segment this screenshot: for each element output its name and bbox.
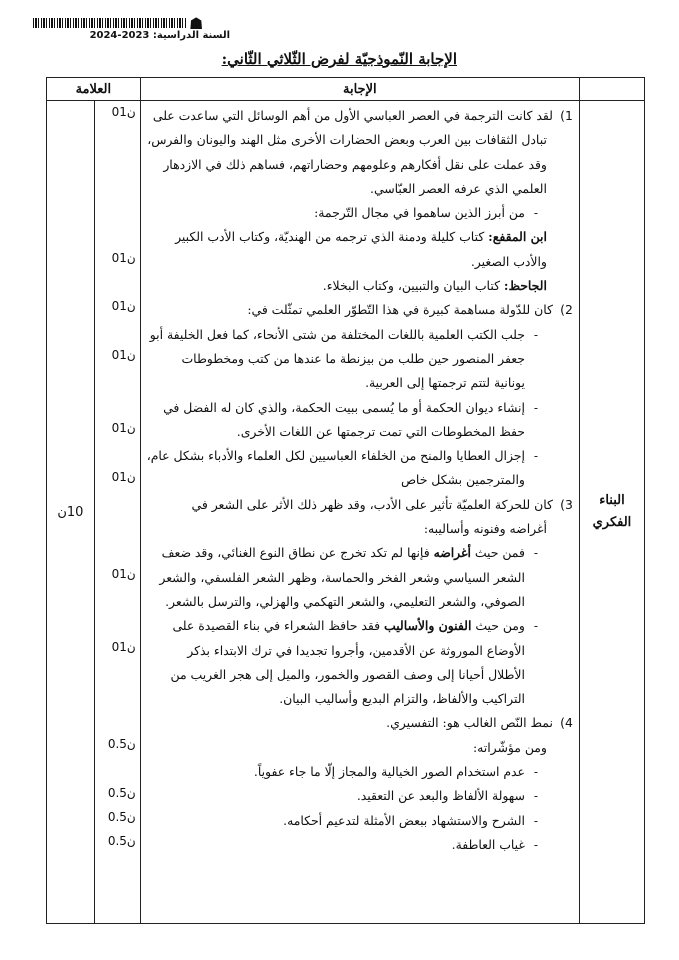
school-year: السنة الدراسية: 2023-2024 xyxy=(89,30,230,41)
answer-line: تبادل الثقافات بين العرب وبعض الحضارات الأخرى مثل الهند واليونان والفرس، xyxy=(147,132,547,148)
answer-line: -ومن حيث الفنون والأساليب فقد حافظ الشعراء في بناء القصيدة على xyxy=(172,618,538,634)
header-barcode xyxy=(33,14,228,33)
answer-line: 2)كان للدّولة مساهمة كبيرة في هذا التّطوّر العلمي تمثّلت في: xyxy=(247,302,573,318)
answer-line: الصوفي، والشعر التعليمي، والشعر التهكمي والهزلي، والترسل بالشعر. xyxy=(165,593,525,609)
answer-line: جعفر المنصور حين طلب من بيزنطة ما عندها من كتب ومخطوطات xyxy=(181,350,525,366)
mark: 01ن xyxy=(111,567,136,581)
grade-cell xyxy=(47,101,141,924)
mark: 01ن xyxy=(111,640,136,654)
answer-line: 3)كان للحركة العلميّة تأثير على الأدب، وقد ظهر ذلك الأثر على الشعر في xyxy=(191,496,573,512)
mark: 01ن xyxy=(111,348,136,362)
mark: 0.5ن xyxy=(107,737,136,751)
mark: 01ن xyxy=(111,299,136,313)
answer-column-header: الإجابة xyxy=(140,78,579,101)
partial-marks-column xyxy=(94,101,140,923)
axis-label: الفكري xyxy=(592,515,632,530)
answer-line: التراكيب والألفاظ، والتزام البديع وأساليب البيان. xyxy=(279,691,525,707)
answer-cell xyxy=(140,101,579,924)
answer-line: والمترجمين بشكل خاص xyxy=(400,472,525,488)
answer-line: 4)نمط النّص الغالب هو: التفسيري. xyxy=(386,715,573,731)
answer-line: -من أبرز الذين ساهموا في مجال التّرجمة: xyxy=(314,205,538,221)
answer-line: الأطلال أحيانا إلى وصف القصور والخمور، والميل إلى هجر الغريب من xyxy=(170,666,525,682)
answer-line: العلمي الذي عرفه العصر العبّاسي. xyxy=(370,180,547,196)
answer-line: أغراضه وفنونه وأساليبه: xyxy=(423,521,547,537)
answer-line: -فمن حيث أغراضه فإنها لم تكد تخرج عن نطاق النوع الغنائي، وقد ضعف xyxy=(161,545,538,561)
grade-column-header: العلامة xyxy=(47,78,141,101)
school-logo-icon: ☗ xyxy=(189,14,204,33)
answer-line: -إجزال العطايا والمنح من الخلفاء العباسيين لكل العلماء والأدباء بشكل عام، xyxy=(146,448,538,464)
answer-line: 1)لقد كانت الترجمة في العصر العباسي الأول من أهم الوسائل التي ساعدت على xyxy=(152,108,573,123)
table-body-row xyxy=(47,101,645,924)
axis-label: البناء xyxy=(599,493,625,508)
table-header-row xyxy=(47,78,645,101)
answer-line: يونانية لتتم ترجمتها إلى العربية. xyxy=(365,375,525,391)
answer-line: -غياب العاطفة. xyxy=(451,836,538,852)
answer-line: -جلب الكتب العلمية باللغات المختلفة من شتى الأنحاء، كما فعل الخليفة أبو xyxy=(149,326,538,342)
answer-line: الشعر السياسي وشعر الفخر والحماسة، وظهر الشعر الفلسفي، والشعر xyxy=(159,569,525,585)
page-title: الإجابة النّموذجيّة لفرض الثّلاثي الثّاني: xyxy=(221,50,457,68)
axis-column-header xyxy=(579,78,644,101)
answer-line: والأدب الصغير. xyxy=(470,253,547,269)
answer-line: الجاحظ: كتاب البيان والتبيين، وكتاب البخلاء. xyxy=(322,278,547,294)
total-mark: 10ن xyxy=(57,504,84,520)
mark: 0.5ن xyxy=(107,834,136,848)
answer-line: الأوضاع الموروثة عن الأقدمين، وأجروا تجديدا في ترك الابتداء بذكر xyxy=(187,642,525,658)
answer-line: -إنشاء ديوان الحكمة أو ما يُسمى ببيت الحكمة، والذي كان له الفضل في xyxy=(163,399,538,415)
answer-line: ومن مؤشّراته: xyxy=(472,739,547,755)
answer-line: وقد عملت على نقل أفكارهم وعلومهم وحضاراتهم، فساهم ذلك في الازدهار xyxy=(163,156,547,172)
answer-table xyxy=(46,77,645,924)
barcode xyxy=(33,18,187,28)
mark: 0.5ن xyxy=(107,786,136,800)
axis-cell xyxy=(579,101,644,924)
answer-line: -عدم استخدام الصور الخيالية والمجاز إلّا ما جاء عفوياً. xyxy=(253,764,538,780)
mark: 01ن xyxy=(111,105,136,119)
mark: 01ن xyxy=(111,470,136,484)
answer-line: حفظ المخطوطات التي تمت ترجمتها عن اللغات الأخرى. xyxy=(236,423,525,439)
answer-line: -الشرح والاستشهاد ببعض الأمثلة لتدعيم أحكامه. xyxy=(283,812,538,828)
answer-line: ابن المقفع: كتاب كليلة ودمنة الذي ترجمه من الهنديّة، وكتاب الأدب الكبير xyxy=(175,229,547,245)
answer-line: -سهولة الألفاظ والبعد عن التعقيد. xyxy=(356,788,538,804)
mark: 01ن xyxy=(111,421,136,435)
mark: 0.5ن xyxy=(107,810,136,824)
mark: 01ن xyxy=(111,251,136,265)
